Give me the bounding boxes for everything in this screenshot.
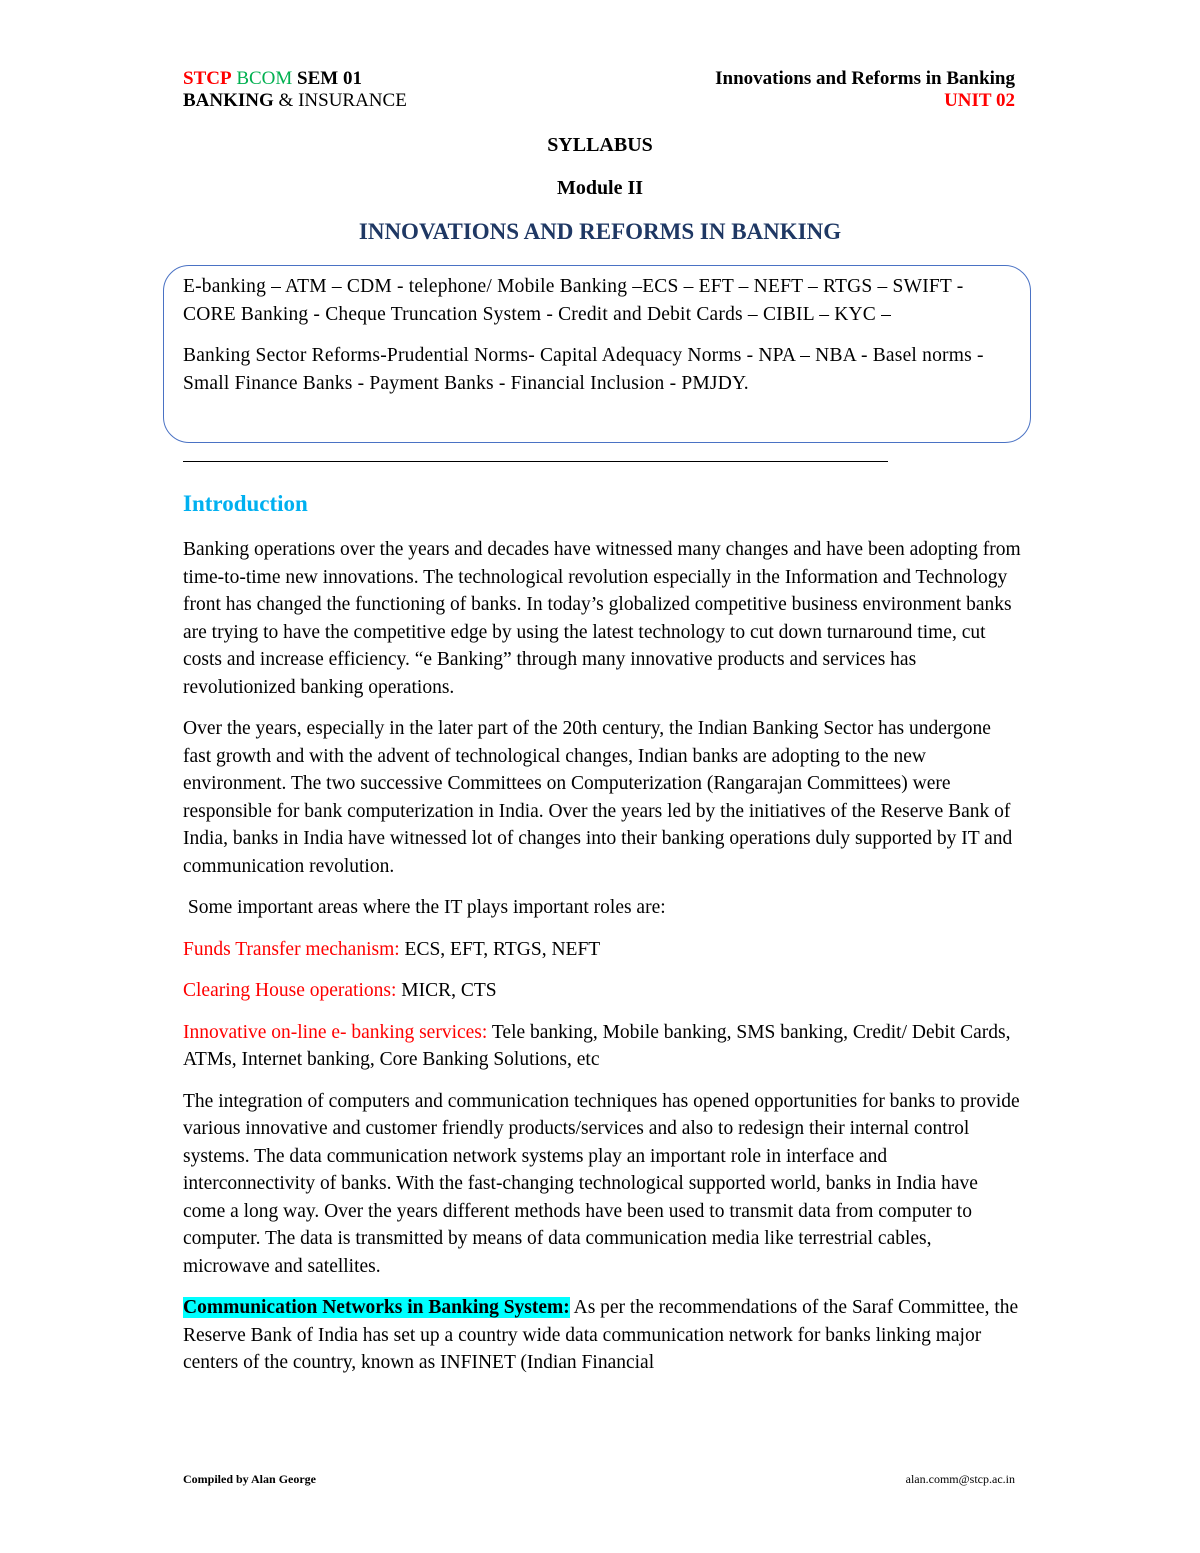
syllabus-topics-reforms: Banking Sector Reforms-Prudential Norms- Capital Adequacy Norms - NPA – NBA - Basel norms - Small Finance Banks - Payment Banks - Financial Inclusion - PMJDY. xyxy=(183,345,984,394)
communication-networks-paragraph xyxy=(183,1294,1023,1377)
intro-paragraph-2: Over the years, especially in the later part of the 20th century, the Indian Banking Sector has undergone fast growth and with the advent of technological changes, Indian banks are adopting to the new environment. The two successive Committees on Computerization (Rangarajan Committees) were responsible for bank computerization in India. Over the years led by the initiatives of the Reserve Bank of India, banks in India have witnessed lot of changes into their banking operations duly supported by IT and communication revolution. xyxy=(183,718,1013,877)
page-title: INNOVATIONS AND REFORMS IN BANKING xyxy=(358,219,842,244)
it-area-clearing-house xyxy=(183,977,1023,1005)
header-bcom: BCOM xyxy=(236,68,293,89)
it-area-label: Innovative on-line e- banking services: xyxy=(183,1021,488,1043)
communication-networks-label: Communication Networks in Banking System: xyxy=(183,1297,570,1318)
header-subject-line xyxy=(183,89,407,113)
header-topic: Innovations and Reforms in Banking xyxy=(715,68,1015,89)
introduction-body xyxy=(183,536,1023,1391)
header-insurance: & INSURANCE xyxy=(278,90,407,111)
header-unit: UNIT 02 xyxy=(944,90,1015,111)
header-banking: BANKING xyxy=(183,90,274,111)
divider-line xyxy=(183,461,888,462)
it-area-funds-transfer xyxy=(183,936,1023,964)
footer-author: Compiled by Alan George xyxy=(183,1472,317,1486)
intro-paragraph-4: The integration of computers and communication techniques has opened opportunities for banks to provide various innovative and customer friendly products/services and also to redesign their internal control systems. The data communication network systems play an important role in interface and interconnectivity of banks. With the fast-changing technological supported world, banks in India have come a long way. Over the years different methods have been used to transmit data from computer to computer. The data is transmitted by means of data communication media like terrestrial cables, microwave and satellites. xyxy=(183,1090,1020,1277)
intro-paragraph-1: Banking operations over the years and decades have witnessed many changes and have been adopting from time-to-time new innovations. The technological revolution especially in the Information and Technology front has changed the functioning of banks. In today’s globalized competitive business environment banks are trying to have the competitive edge by using the latest technology to cut down turnaround time, cut costs and increase efficiency. “e Banking” through many innovative products and services has revolutionized banking operations. xyxy=(183,539,1021,698)
it-area-value: ECS, EFT, RTGS, NEFT xyxy=(404,938,601,960)
header-sem: SEM 01 xyxy=(297,68,362,89)
it-areas-lead: Some important areas where the IT plays important roles are: xyxy=(187,897,666,918)
it-area-label: Clearing House operations: xyxy=(183,980,397,1001)
intro-paragraph-3 xyxy=(183,894,1023,922)
it-area-ebanking-services xyxy=(183,1019,1023,1074)
syllabus-content xyxy=(183,273,1013,397)
header-stcp: STCP xyxy=(183,68,232,89)
communication-networks-text: As per the recommendations of the Saraf Committee, the Reserve Bank of India has set up a country wide data communication network for banks linking major centers of the country, known as INFINET (Indian Financial xyxy=(183,1297,1019,1373)
syllabus-topics-ebanking: E-banking – ATM – CDM - telephone/ Mobile Banking –ECS – EFT – NEFT – RTGS – SWIFT - CORE Banking - Cheque Truncation System - Credit and Debit Cards – CIBIL – KYC – xyxy=(183,276,964,325)
footer-email: alan.comm@stcp.ac.in xyxy=(905,1472,1015,1486)
it-area-value: Tele banking, Mobile banking, SMS banking, Credit/ Debit Cards, ATMs, Internet banking, Core Banking Solutions, etc xyxy=(183,1021,1011,1070)
introduction-heading: Introduction xyxy=(183,491,308,516)
it-area-label: Funds Transfer mechanism: xyxy=(183,938,400,960)
module-title: Module II xyxy=(556,177,644,199)
it-area-value: MICR, CTS xyxy=(401,980,497,1001)
header-course-line xyxy=(183,67,362,91)
syllabus-title: SYLLABUS xyxy=(547,134,653,156)
